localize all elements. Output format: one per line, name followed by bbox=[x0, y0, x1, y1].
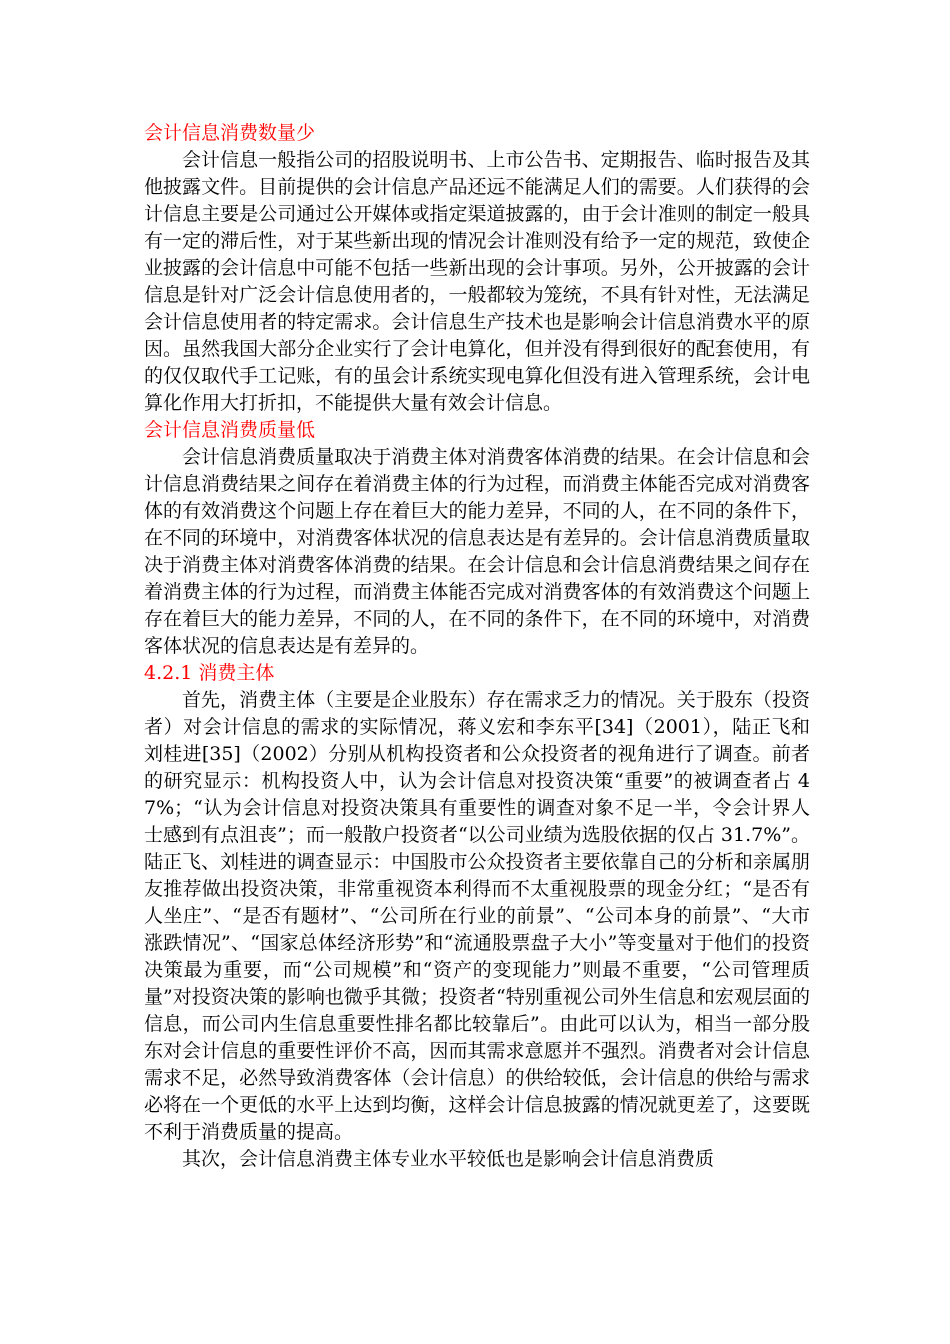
section-quantity bbox=[144, 120, 810, 417]
section-consumer-subject bbox=[144, 660, 810, 1173]
section-heading: 4.2.1 消费主体 bbox=[144, 662, 275, 684]
section-heading: 会计信息消费数量少 bbox=[144, 122, 316, 144]
section-heading: 会计信息消费质量低 bbox=[144, 419, 316, 441]
body-paragraph: 其次，会计信息消费主体专业水平较低也是影响会计信息消费质 bbox=[182, 1148, 715, 1170]
body-paragraph: 会计信息消费质量取决于消费主体对消费客体消费的结果。在会计信息和会计信息消费结果之间存在着消费主体的行为过程，而消费主体能否完成对消费客体的有效消费这个问题上存在着巨大的能力差异，不同的人，在不同的条件下，在不同的环境中，对消费客体状况的信息表达是有差异的。会计信息消费质量取决于消费主体对消费客体消费的结果。在会计信息和会计信息消费结果之间存在着消费主体的行为过程，而消费主体能否完成对消费客体的有效消费这个问题上存在着巨大的能力差异，不同的人，在不同的条件下，在不同的环境中，对消费客体状况的信息表达是有差异的。 bbox=[144, 446, 810, 657]
body-paragraph: 首先，消费主体（主要是企业股东）存在需求乏力的情况。关于股东（投资者）对会计信息的需求的实际情况，蒋义宏和李东平[34]（2001），陆正飞和刘桂进[35]（2002）分别从机构投资者和公众投资者的视角进行了调查。前者的研究显示：机构投资人中，认为会计信息对投资决策“重要”的被调查者占 47%；“认为会计信息对投资决策具有重要性的调查对象不足一半，令会计界人士感到有点沮丧”；而一般散户投资者“以公司业绩为选股依据的仅占 31.7%”。陆正飞、刘桂进的调查显示：中国股市公众投资者主要依靠自己的分析和亲属朋友推荐做出投资决策，非常重视资本利得而不太重视股票的现金分红；“是否有人坐庄”、“是否有题材”、“公司所在行业的前景”、“公司本身的前景”、“大市涨跌情况”、“国家总体经济形势”和“流通股票盘子大小”等变量对于他们的投资决策最为重要，而“公司规模”和“资产的变现能力”则最不重要，“公司管理质量”对投资决策的影响也微乎其微；投资者“特别重视公司外生信息和宏观层面的信息，而公司内生信息重要性排名都比较靠后”。由此可以认为，相当一部分股东对会计信息的重要性评价不高，因而其需求意愿并不强烈。消费者对会计信息需求不足，必然导致消费客体（会计信息）的供给较低，会计信息的供给与需求必将在一个更低的水平上达到均衡，这样会计信息披露的情况就更差了，这要既不利于消费质量的提高。 bbox=[144, 689, 810, 1143]
body-paragraph: 会计信息一般指公司的招股说明书、上市公告书、定期报告、临时报告及其他披露文件。目前提供的会计信息产品还远不能满足人们的需要。人们获得的会计信息主要是公司通过公开媒体或指定渠道披露的，由于会计准则的制定一般具有一定的滞后性，对于某些新出现的情况会计准则没有给予一定的规范，致使企业披露的会计信息中可能不包括一些新出现的会计事项。另外，公开披露的会计信息是针对广泛会计信息使用者的，一般都较为笼统，不具有针对性，无法满足会计信息使用者的特定需求。会计信息生产技术也是影响会计信息消费水平的原因。虽然我国大部分企业实行了会计电算化，但并没有得到很好的配套使用，有的仅仅取代手工记账，有的虽会计系统实现电算化但没有进入管理系统，会计电算化作用大打折扣，不能提供大量有效会计信息。 bbox=[144, 149, 810, 414]
section-quality bbox=[144, 417, 810, 660]
document-page bbox=[144, 120, 810, 1173]
